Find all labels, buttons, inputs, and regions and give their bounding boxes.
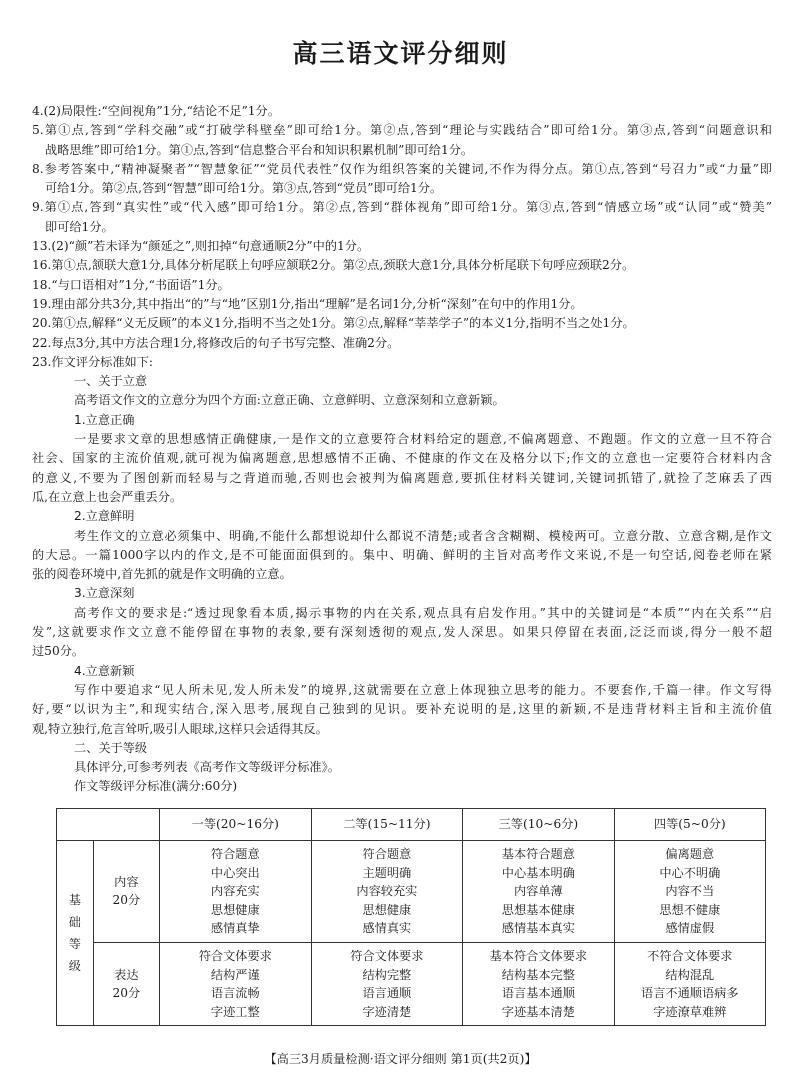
text-line: 发”,这就要求作文立意不能停留在事物的表象,要有深刻透彻的观点,发人深思。如果只停留在表面,泛泛而谈,得分一般不超 (32, 625, 772, 640)
text-line: 张的阅卷环境中,首先抓的就是作文明确的立意。 (32, 567, 292, 582)
text-line: 高考作文的要求是:“透过现象看本质,揭示事物的内在关系,观点具有启发作用。”其中的关键词是“本质”“内在关系”“启 (74, 605, 772, 620)
text-line: 4.(2)局限性:“空间视角”1分,“结论不足”1分。 (32, 104, 280, 118)
text-line: 18.“与口语相对”1分,“书面语”1分。 (32, 277, 230, 292)
cell-text: 符合文体要求 结构完整 语言通顺 字迹清楚 (350, 948, 424, 1019)
table-cell (614, 841, 765, 943)
cell-text: 不符合文体要求 结构混乱 语言不通顺语病多 字迹潦草难辨 (641, 948, 739, 1019)
text-line: 一是要求文章的思想感情正确健康,一是作文的立意要符合材料给定的题意,不偏离题意、不跑题。作文的立意一旦不符合 (74, 432, 772, 447)
subsection-heading: 3.立意深刻 (74, 586, 135, 601)
subsection-heading: 4.立意新颖 (74, 663, 135, 678)
row-label-cell (93, 942, 159, 1025)
cell-text: 基本符合文体要求 结构基本完整 语言基本通顺 字迹基本清楚 (489, 948, 588, 1019)
table-header-row (57, 809, 766, 841)
text-line: 19.理由部分共3分,其中指出“的”与“地”区别1分,指出“理解”是名词1分,分析“深刻”在句中的作用1分。 (32, 296, 583, 311)
text-line: 的意义,不要为了图创新而轻易与之背道而驰,否则也会被判为偏离题意,要抓住材料关键词,关键词抓错了,就捡了芝麻丢了西 (32, 470, 772, 485)
table-cell (160, 942, 312, 1025)
text-line: 23.作文评分标准如下: (32, 354, 153, 369)
text-line: 高考语文作文的立意分为四个方面:立意正确、立意鲜明、立意深刻和立意新颖。 (74, 393, 505, 408)
table-cell (160, 841, 312, 943)
grading-table (56, 808, 766, 1026)
table-header-cell: 三等(10~6分) (463, 809, 614, 841)
cell-text: 符合题意 中心突出 内容充实 思想健康 感情真挚 (210, 847, 260, 936)
section-heading: 二、关于等级 (74, 740, 148, 755)
cell-text: 偏离题意 中心不明确 内容不当 思想不健康 感情虚假 (659, 847, 721, 936)
document-body (32, 102, 772, 797)
text-line: 具体评分,可参考列表《高考作文等级评分标准》。 (74, 760, 340, 775)
text-line: 过50分。 (32, 644, 85, 659)
text-line: 22.每点3分,其中方法合理1分,将修改后的句子书写完整、准确2分。 (32, 335, 400, 350)
text-line: 考生作文的立意必须集中、明确,不能什么都想说却什么都说不清楚;或者含含糊糊、模棱两可。立意分散、立意含糊,是作文 (74, 528, 772, 543)
text-line: 写作中要追求“见人所未见,发人所未发”的境界,这就需要在立意上体现独立思考的能力。不要套作,千篇一律。作文写得 (74, 682, 772, 697)
text-line: 社会、国家的主流价值观,就可视为偏离题意,思想感情不正确、不健康的作文在及格分以下;作文的立意也一定要符合材料内含 (32, 451, 772, 466)
table-header-cell: 一等(20~16分) (160, 809, 312, 841)
text-line: 战略思维”即可给1分。第①点,答到“信息整合平台和知识积累机制”即可给1分。 (45, 142, 474, 157)
row-points: 20分 (112, 986, 141, 1001)
table-cell (463, 841, 614, 943)
text-line: 瓜,在立意上也会严重丢分。 (32, 489, 183, 504)
group-label: 基础等级 (68, 893, 81, 974)
group-label-cell (57, 841, 94, 1026)
cell-text: 符合题意 主题明确 内容较充实 思想健康 感情真实 (356, 847, 418, 936)
text-line: 8.参考答案中,“精神凝聚者”“智慧象征”“党员代表性”仅作为组织答案的关键词,不作为得分点。第①点,答到“号召力”或“力量”即 (32, 161, 772, 176)
table-row (57, 841, 766, 943)
row-label-cell (93, 841, 159, 943)
text-line: 的大忌。一篇1000字以内的作文,是不可能面面俱到的。集中、明确、鲜明的主旨对高考作文来说,不是一句空话,阅卷老师在紧 (32, 547, 772, 562)
text-line: 可给1分。第②点,答到“智慧”即可给1分。第③点,答到“党员”即可给1分。 (45, 181, 443, 196)
text-line: 好,要“以识为主”,和现实结合,深入思考,展现自己独到的见识。要补充说明的是,这里的新颖,不是违背材料主旨和主流价值 (32, 702, 772, 717)
table-header-cell: 二等(15~11分) (311, 809, 463, 841)
cell-text: 基本符合题意 中心基本明确 内容单薄 思想基本健康 感情基本真实 (501, 847, 575, 936)
section-heading: 一、关于立意 (74, 374, 148, 389)
text-line: 观,特立独行,危言耸听,吸引人眼球,这样只会适得其反。 (32, 721, 328, 736)
table-row (57, 942, 766, 1025)
subsection-heading: 2.立意鲜明 (74, 509, 135, 524)
text-line: 5.第①点,答到“学科交融”或“打破学科壁垒”即可给1分。第②点,答到“理论与实践结合”即可给1分。第③点,答到“问题意识和 (32, 123, 772, 138)
page-title: 高三语文评分细则 (292, 39, 509, 68)
table-cell (311, 942, 463, 1025)
page-footer: 【高三3月质量检测·语文评分细则 第1页(共2页)】 (264, 1052, 537, 1066)
table-caption: 作文等级评分标准(满分:60分) (74, 779, 238, 794)
row-points: 20分 (112, 893, 141, 908)
text-line: 即可给1分。 (45, 219, 114, 234)
table-cell (311, 841, 463, 943)
table-cell (614, 942, 765, 1025)
cell-text: 符合文体要求 结构严谨 语言流畅 字迹工整 (198, 948, 272, 1019)
table-corner-cell (57, 809, 160, 841)
table-cell (463, 942, 614, 1025)
text-line: 13.(2)“颜”若未译为“颜延之”,则扣掉“句意通顺2分”中的1分。 (32, 239, 370, 254)
text-line: 20.第①点,解释“义无反顾”的本义1分,指明不当之处1分。第②点,解释“莘莘学子”的本义1分,指明不当之处1分。 (32, 316, 635, 331)
subsection-heading: 1.立意正确 (74, 412, 135, 427)
text-line: 16.第①点,颔联大意1分,具体分析尾联上句呼应颔联2分。第②点,颈联大意1分,具体分析尾联下句呼应颈联2分。 (32, 258, 635, 273)
table-header-cell: 四等(5~0分) (614, 809, 765, 841)
row-label: 内容 (114, 874, 139, 889)
row-label: 表达 (114, 967, 139, 982)
text-line: 9.第①点,答到“真实性”或“代入感”即可给1分。第②点,答到“群体视角”即可给1分。第③点,答到“情感立场”或“认同”或“赞美” (32, 200, 772, 215)
